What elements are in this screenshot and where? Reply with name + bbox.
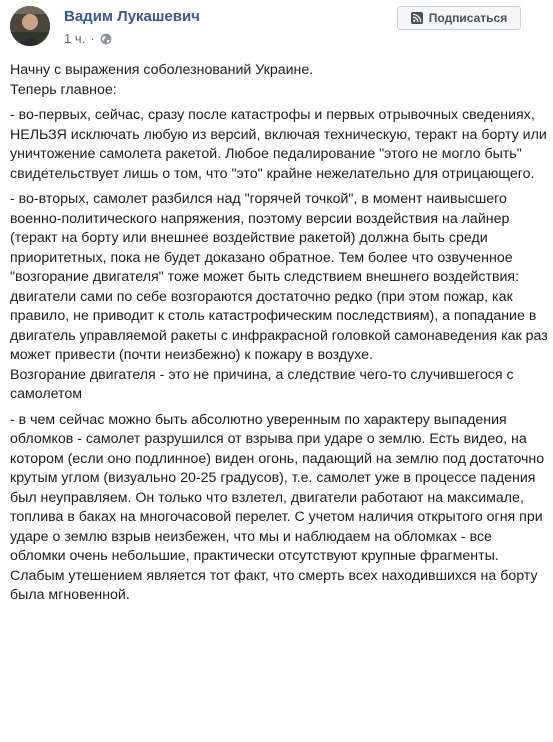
post-header: [0, 0, 553, 58]
subscribe-button[interactable]: [397, 6, 521, 30]
paragraph-third-point: - в чем сейчас можно быть абсолютно уверенным по характеру выпадения обломков - самолет разрушился от взрыва при ударе о землю. Есть видео, на котором (если оно подлинное) виден огонь, падающий на землю под достаточно крутым углом (визуально 20-25 градусов), т.е. самолет уже в процессе падения был неуправляем. Он только что взлетел, двигатели работают на максимале, топлива в баках на многочасовой перелет. С учетом наличия открытого огня при ударе о землю взрыв неизбежен, что мы и наблюдаем на обломках - все обломки очень небольшие, практически отсутствуют крупные фрагменты. Слабым утешением является тот факт, что смерть всех находившихся на борту была мгновенной.: [10, 411, 545, 603]
paragraph-second-point: - во-вторых, самолет разбился над "горячей точкой", в момент наивысшего военно-политического напряжения, поэтому версии воздействия на лайнер (теракт на борту или внешнее воздействие ракетой) должна быть среди приоритетных, пока не будет доказано обратное. Тем более что озвученное "возгорание двигателя" тоже может быть следствием внешнего воздействия: двигатели сами по себе возгораются достаточно редко (при этом пожар, как правило, не приводит к столь катастрофическим последствиям), а попадание в двигатель управляемой ракеты с инфракрасной головкой самонаведения как раз может привести (почти неизбежно) к пожару в воздухе.: [10, 191, 548, 363]
globe-icon[interactable]: [100, 33, 112, 45]
author-name[interactable]: Вадим Лукашевич: [64, 8, 200, 25]
post-body: [10, 61, 548, 606]
paragraph-first-point: - во-первых, сейчас, сразу после катастрофы и первых отрывочных сведениях, НЕЛЬЗЯ исключать любую из версий, включая техническую, теракт на борту или уничтожение самолета ракетой. Любое педалирование "этого не могло быть" свидетельствует лишь о том, что "это" крайне нежелательно для отрицающего.: [10, 107, 547, 182]
meta-separator: ·: [90, 31, 95, 46]
post-time[interactable]: 1 ч.: [64, 31, 86, 46]
subscribe-label: Подписаться: [428, 11, 508, 25]
rss-icon: [411, 12, 423, 24]
paragraph-condolences: Начну с выражения соболезнований Украине.: [10, 62, 314, 78]
post-meta: [64, 31, 112, 46]
paragraph-main-intro: Теперь главное:: [10, 81, 117, 98]
paragraph-engine-fire: Возгорание двигателя - это не причина, а следствие чего-то случившегося с самолетом: [10, 366, 514, 402]
author-avatar[interactable]: [10, 6, 50, 46]
